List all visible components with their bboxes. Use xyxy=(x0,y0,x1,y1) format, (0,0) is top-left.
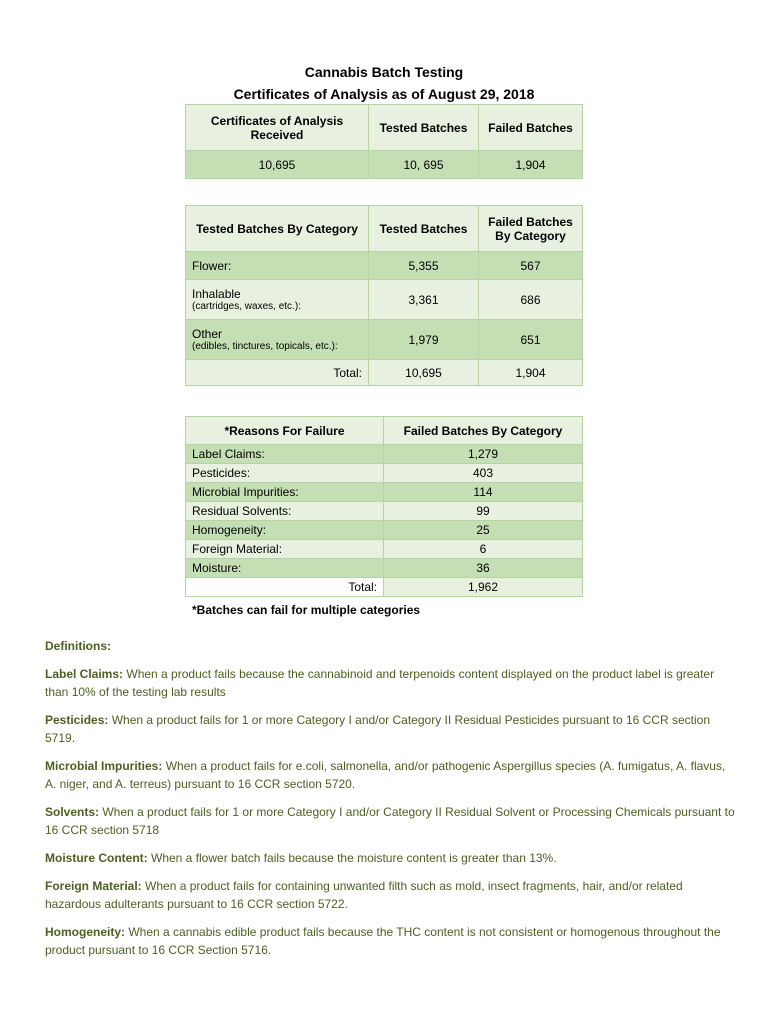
reason-label: Microbial Impurities: xyxy=(186,483,384,502)
table-row xyxy=(186,445,583,464)
category-table xyxy=(185,205,583,386)
definition-item xyxy=(45,923,735,959)
total-label: Total: xyxy=(186,360,369,386)
failed-value: 686 xyxy=(479,280,583,320)
table-row xyxy=(186,360,583,386)
header-category: Tested Batches By Category xyxy=(186,206,369,252)
table-row xyxy=(186,252,583,280)
reason-value: 1,279 xyxy=(384,445,583,464)
definition-term: Microbial Impurities: xyxy=(45,759,163,773)
reason-value: 114 xyxy=(384,483,583,502)
header-failed-by-category: Failed Batches By Category xyxy=(479,206,583,252)
reason-label: Homogeneity: xyxy=(186,521,384,540)
table-row xyxy=(186,320,583,360)
footnote: *Batches can fail for multiple categories xyxy=(192,603,421,617)
definition-text: When a product fails for 1 or more Category I and/or Category II Residual Pesticides pursuant to 16 CCR section 5719. xyxy=(45,713,710,745)
tested-batches-value: 10, 695 xyxy=(369,151,479,179)
definition-text: When a product fails because the cannabinoid and terpenoids content displayed on the product label is greater than 10% of the testing lab results xyxy=(45,667,715,699)
failed-value: 567 xyxy=(479,252,583,280)
tested-value: 1,979 xyxy=(369,320,479,360)
table-row xyxy=(186,483,583,502)
total-value: 1,962 xyxy=(384,578,583,597)
reasons-table xyxy=(185,416,583,597)
header-tested-batches: Tested Batches xyxy=(369,206,479,252)
table-row xyxy=(186,540,583,559)
tested-value: 5,355 xyxy=(369,252,479,280)
summary-table xyxy=(185,104,583,179)
failed-value: 651 xyxy=(479,320,583,360)
reason-label: Moisture: xyxy=(186,559,384,578)
definition-text: When a product fails for 1 or more Category I and/or Category II Residual Solvent or Processing Chemicals pursuant to 16 CCR section 5718 xyxy=(45,805,735,837)
table-row xyxy=(186,578,583,597)
header-failed-by-category: Failed Batches By Category xyxy=(384,417,583,445)
total-tested: 10,695 xyxy=(369,360,479,386)
definition-text: When a flower batch fails because the moisture content is greater than 13%. xyxy=(147,851,557,865)
definition-item xyxy=(45,665,735,701)
reason-value: 25 xyxy=(384,521,583,540)
definition-term: Homogeneity: xyxy=(45,925,126,939)
header-tested-batches: Tested Batches xyxy=(369,105,479,151)
total-failed: 1,904 xyxy=(479,360,583,386)
definition-term: Pesticides: xyxy=(45,713,109,727)
tested-value: 3,361 xyxy=(369,280,479,320)
total-label: Total: xyxy=(186,578,384,597)
definition-term: Moisture Content: xyxy=(45,851,148,865)
reason-label: Label Claims: xyxy=(186,445,384,464)
category-label xyxy=(186,320,369,360)
reason-label: Foreign Material: xyxy=(186,540,384,559)
reason-value: 99 xyxy=(384,502,583,521)
category-label: Flower: xyxy=(186,252,369,280)
header-failed-batches: Failed Batches xyxy=(479,105,583,151)
definition-item xyxy=(45,711,735,747)
definition-term: Foreign Material: xyxy=(45,879,142,893)
reason-label: Residual Solvents: xyxy=(186,502,384,521)
definition-text: When a cannabis edible product fails because the THC content is not consistent or homogenous throughout the product pursuant to 16 CCR Section 5716. xyxy=(45,925,721,957)
failed-batches-value: 1,904 xyxy=(479,151,583,179)
definitions-section xyxy=(45,637,735,969)
category-name: Inhalable xyxy=(192,287,241,301)
category-label xyxy=(186,280,369,320)
table-row xyxy=(186,521,583,540)
table-row xyxy=(186,280,583,320)
reason-value: 36 xyxy=(384,559,583,578)
definition-item xyxy=(45,877,735,913)
definition-item xyxy=(45,849,735,867)
doc-title: Cannabis Batch Testing xyxy=(304,64,464,80)
definition-term: Solvents: xyxy=(45,805,100,819)
definition-item xyxy=(45,757,735,793)
definition-text: When a product fails for e.coli, salmonella, and/or pathogenic Aspergillus species (A. fumigatus, A. flavus, A. niger, and A. terreus) pursuant to 16 CCR section 5720. xyxy=(45,759,726,791)
reason-value: 6 xyxy=(384,540,583,559)
reason-label: Pesticides: xyxy=(186,464,384,483)
definitions-title: Definitions: xyxy=(45,639,111,653)
reason-value: 403 xyxy=(384,464,583,483)
table-row xyxy=(186,502,583,521)
table-row xyxy=(186,464,583,483)
definition-term: Label Claims: xyxy=(45,667,124,681)
definition-item xyxy=(45,803,735,839)
table-row xyxy=(186,559,583,578)
header-coa-received: Certificates of Analysis Received xyxy=(186,105,369,151)
header-reasons: *Reasons For Failure xyxy=(186,417,384,445)
definition-text: When a product fails for containing unwanted filth such as mold, insect fragments, hair, and/or related hazardous adulterants pursuant to 16 CCR section 5722. xyxy=(45,879,683,911)
table-row xyxy=(186,151,583,179)
coa-received-value: 10,695 xyxy=(186,151,369,179)
category-note: (edibles, tinctures, topicals, etc.): xyxy=(192,341,338,352)
category-name: Other xyxy=(192,327,223,341)
category-note: (cartridges, waxes, etc.): xyxy=(192,301,301,312)
doc-subtitle: Certificates of Analysis as of August 29, 2018 xyxy=(233,86,535,102)
